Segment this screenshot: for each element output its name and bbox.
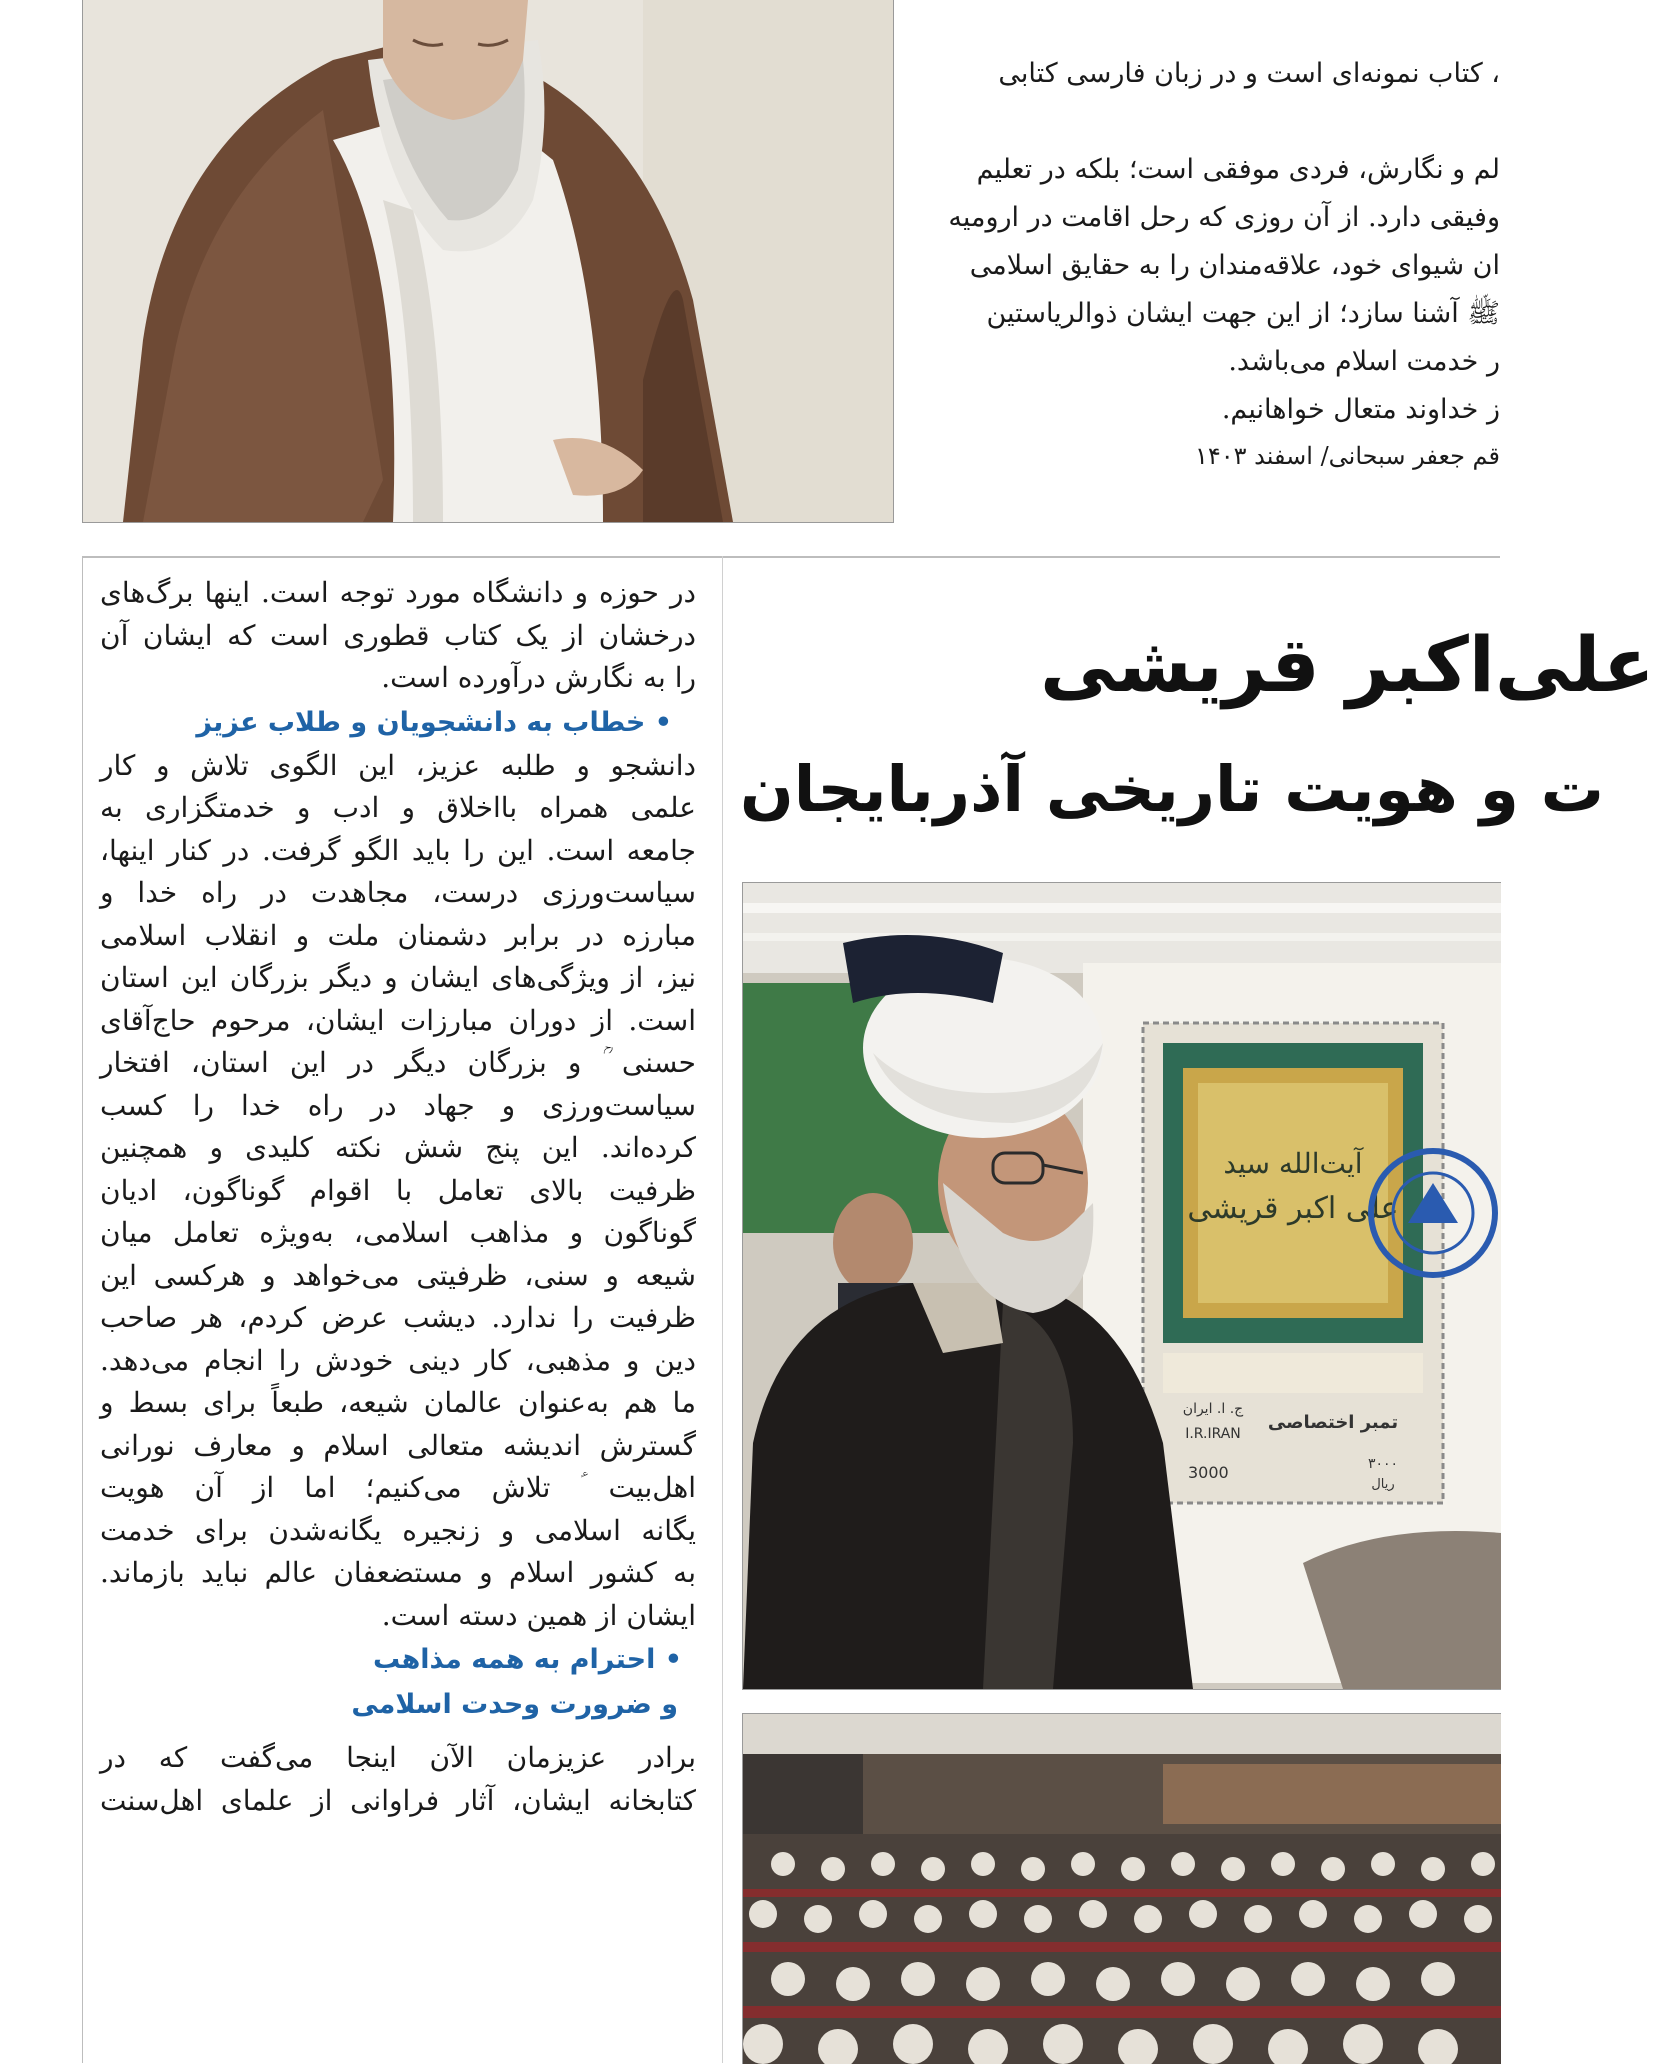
article-line: ظرفیت را ندارد. دیشب عرض کردم، هر صاحب [100, 1301, 696, 1334]
stamp-label: تمبر اختصاصی [1267, 1412, 1399, 1433]
article-line: به کشور اسلام و مستضعفان عالم نباید بازماند. [100, 1556, 696, 1589]
stamp-price: ۳۰۰۰ [1367, 1456, 1399, 1472]
article-line: سیاست‌ورزی و جهاد در راه خدا را کسب [100, 1088, 696, 1122]
article-line: است. از دوران مبارزات ایشان، مرحوم حاج‌آقای [100, 1003, 696, 1037]
stamp-unveiling-photo [742, 882, 1501, 1690]
top-text-line: لم و نگارش، فردی موفقی است؛ بلکه در تعلیم [976, 154, 1500, 185]
top-text-line: ان شیوای خود، علاقه‌مندان را به حقایق اسلامی [969, 250, 1500, 281]
article-line: دین و مذهبی، کار دینی خودش را انجام می‌دهد. [100, 1343, 696, 1377]
section-divider [82, 556, 1500, 558]
subheading: • خطاب به دانشجویان و طلاب عزیز [196, 706, 672, 738]
stamp-calligraphy-line: آیت‌الله سید [1223, 1147, 1363, 1180]
top-text-line: ر خدمت اسلام می‌باشد. [1228, 346, 1500, 377]
headline-sub-text: ت و هویت تاریخی آذربایجان [740, 753, 1605, 826]
stamp-country-fa: ج. ا. ایران [1182, 1401, 1244, 1417]
signature-line: قم جعفر سبحانی/ اسفند ۱۴۰۳ [1194, 442, 1500, 470]
article-line: سیاست‌ورزی درست، مجاهدت در راه خدا و [100, 876, 696, 909]
article-line: ما هم به‌عنوان عالمان شیعه، طبعاً برای بسط و [100, 1386, 696, 1419]
stamp-value-latin: 3000 [1188, 1463, 1229, 1482]
article-line: کتابخانه ایشان، آثار فراوانی از علمای اهل‌سنت [100, 1783, 696, 1817]
scholar-portrait-photo [82, 0, 894, 523]
article-line: اهل‌بیت ؑ تلاش می‌کنیم؛ اما از آن هویت [100, 1471, 696, 1504]
top-text-line: وفیقی دارد. از آن روزی که رحل اقامت در ارومیه [948, 202, 1500, 233]
headline-main-text: علی‌اکبر قریشی [1040, 620, 1655, 709]
article-line: برادر عزیزمان الآن اینجا می‌گفت که در [100, 1741, 696, 1774]
article-line: ایشان از همین دسته است. [381, 1598, 696, 1632]
article-column [100, 572, 696, 1822]
headline-main [1000, 610, 1655, 720]
article-line: جامعه است. این را باید الگو گرفت. در کنار اینها، [100, 833, 696, 867]
article-line: مبارزه در برابر دشمنان ملت و انقلاب اسلامی [100, 918, 696, 952]
article-line: نیز، از ویژگی‌های ایشان و دیگر بزرگان این استان [100, 961, 696, 994]
top-text-line: ، کتاب نمونه‌ای است و در زبان فارسی کتابی [998, 58, 1500, 89]
article-line: شیعه و سنی، ظرفیتی می‌خواهد و هرکسی این [100, 1258, 696, 1292]
headline-sub [730, 735, 1605, 845]
article-line: دانشجو و طلبه عزیز، این الگوی تلاش و کار [100, 748, 696, 782]
top-text-line: ﷺ آشنا سازد؛ از این جهت ایشان ذوالریاستین [986, 298, 1500, 329]
top-text-line: ز خداوند متعال خواهانیم. [1221, 394, 1500, 425]
article-line: حسنی ؒ و بزرگان دیگر در این استان، افتخار [100, 1046, 696, 1079]
left-border-rule [82, 556, 83, 2063]
stamp-currency: ریال [1371, 1477, 1395, 1492]
article-line: گوناگون و مذاهب اسلامی، به‌ویژه تعامل میان [100, 1216, 696, 1249]
stamp-country: I.R.IRAN [1185, 1426, 1241, 1442]
article-line: درخشان از یک کتاب قطوری است که ایشان آن [100, 618, 696, 652]
top-text-block [920, 50, 1500, 478]
column-separator [722, 556, 723, 2063]
article-line: در حوزه و دانشگاه مورد توجه است. اینها برگ‌های [100, 576, 696, 609]
stamp-calligraphy-line: علی اکبر قریشی [1187, 1191, 1399, 1226]
subheading: و ضرورت وحدت اسلامی [351, 1689, 678, 1720]
subheading: • احترام به همه مذاهب [372, 1644, 682, 1675]
article-line: یگانه اسلامی و زنجیره یگانه‌شدن برای خدمت [100, 1513, 696, 1547]
article-line: کرده‌اند. این پنج شش نکته کلیدی و همچنین [100, 1131, 696, 1164]
audience-hall-photo [742, 1713, 1501, 2064]
article-line: گسترش اندیشه متعالی اسلام و معارف نورانی [100, 1428, 696, 1462]
article-line: علمی همراه بااخلاق و ادب و خدمتگزاری به [100, 791, 696, 824]
article-line: ظرفیت بالای تعامل با اقوام گوناگون، ادیان [100, 1173, 696, 1207]
article-line: را به نگارش درآورده است. [381, 661, 696, 694]
